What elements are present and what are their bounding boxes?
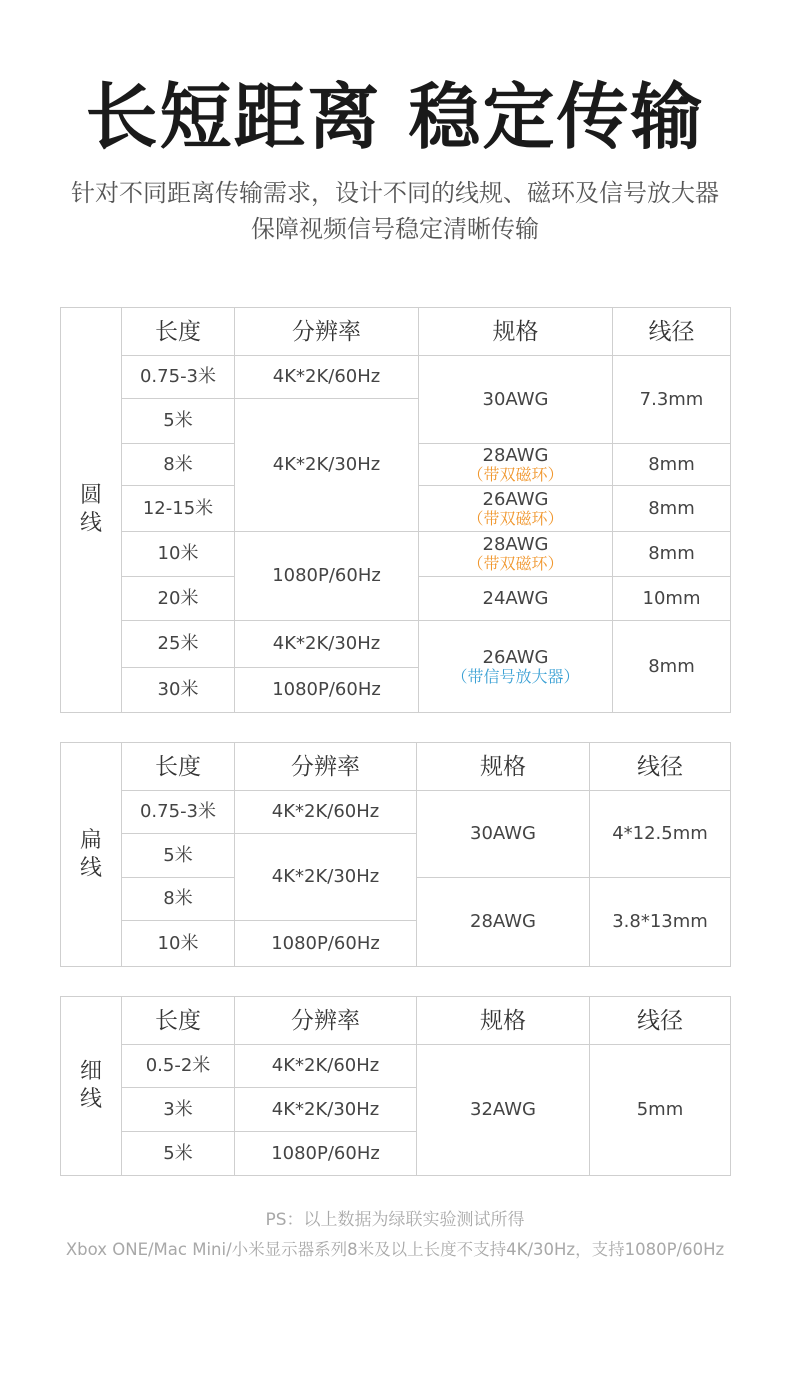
- diameter-cell: 3.8*13mm: [590, 878, 731, 967]
- header-length: 长度: [122, 308, 235, 356]
- spec-cell: 28AWG: [417, 878, 590, 967]
- length-cell: 25米: [122, 621, 235, 668]
- length-cell: 30米: [122, 668, 235, 713]
- header-length: 长度: [122, 743, 235, 791]
- length-cell: 10米: [122, 921, 235, 967]
- spec-cell: 30AWG: [417, 791, 590, 878]
- flat-cable-table: [60, 742, 731, 967]
- resolution-cell: 1080P/60Hz: [235, 532, 419, 621]
- resolution-cell: 4K*2K/60Hz: [235, 1045, 417, 1088]
- diameter-cell: 8mm: [613, 444, 731, 486]
- page-title: 长短距离 稳定传输: [85, 75, 705, 159]
- header-spec: 规格: [417, 997, 590, 1045]
- resolution-cell: 4K*2K/30Hz: [235, 621, 419, 668]
- subtitle-line-2: 保障视频信号稳定清晰传输: [251, 215, 539, 243]
- round-cable-table: [60, 307, 731, 713]
- length-cell: 10米: [122, 532, 235, 577]
- length-cell: 8米: [122, 878, 235, 921]
- header-diameter: 线径: [590, 743, 731, 791]
- category-flat-cable: 扁 线: [61, 743, 122, 967]
- category-round-cable: 圆 线: [61, 308, 122, 713]
- compatibility-note: Xbox ONE/Mac Mini/小米显示器系列8米及以上长度不支持4K/30Hz，支持1080P/60Hz: [65, 1240, 725, 1259]
- resolution-cell: 4K*2K/30Hz: [235, 834, 417, 921]
- resolution-cell: 1080P/60Hz: [235, 668, 419, 713]
- magnet-ring-note: （带双磁环）: [467, 464, 564, 484]
- spec-cell: 26AWG （带双磁环）: [419, 486, 613, 532]
- resolution-cell: 1080P/60Hz: [235, 1132, 417, 1176]
- diameter-cell: 5mm: [590, 1045, 731, 1176]
- spec-cell: 30AWG: [419, 356, 613, 444]
- header-diameter: 线径: [590, 997, 731, 1045]
- length-cell: 20米: [122, 577, 235, 621]
- diameter-cell: 8mm: [613, 621, 731, 713]
- magnet-ring-note: （带双磁环）: [467, 554, 564, 573]
- length-cell: 3米: [122, 1088, 235, 1132]
- signal-amplifier-note: （带信号放大器）: [451, 666, 580, 686]
- length-cell: 5米: [122, 1132, 235, 1176]
- spec-cell: 26AWG （带信号放大器）: [419, 621, 613, 713]
- header-spec: 规格: [419, 308, 613, 356]
- length-cell: 5米: [122, 399, 235, 444]
- diameter-cell: 8mm: [613, 532, 731, 577]
- length-cell: 5米: [122, 834, 235, 878]
- diameter-cell: 7.3mm: [613, 356, 731, 444]
- diameter-cell: 10mm: [613, 577, 731, 621]
- spec-cell: 28AWG （带双磁环）: [419, 444, 613, 486]
- length-cell: 0.5-2米: [122, 1045, 235, 1088]
- header-diameter: 线径: [613, 308, 731, 356]
- ps-note: PS：以上数据为绿联实验测试所得: [265, 1210, 525, 1230]
- diameter-cell: 4*12.5mm: [590, 791, 731, 878]
- spec-cell: 28AWG （带双磁环）: [419, 532, 613, 577]
- header-resolution: 分辨率: [235, 743, 417, 791]
- resolution-cell: 4K*2K/60Hz: [235, 356, 419, 399]
- header-resolution: 分辨率: [235, 308, 419, 356]
- diameter-cell: 8mm: [613, 486, 731, 532]
- header-resolution: 分辨率: [235, 997, 417, 1045]
- length-cell: 12-15米: [122, 486, 235, 532]
- resolution-cell: 4K*2K/30Hz: [235, 1088, 417, 1132]
- length-cell: 0.75-3米: [122, 791, 235, 834]
- magnet-ring-note: （带双磁环）: [467, 508, 564, 528]
- resolution-cell: 4K*2K/60Hz: [235, 791, 417, 834]
- resolution-cell: 1080P/60Hz: [235, 921, 417, 967]
- category-thin-cable: 细 线: [61, 997, 122, 1176]
- header-length: 长度: [122, 997, 235, 1045]
- length-cell: 8米: [122, 444, 235, 486]
- thin-cable-table: [60, 996, 731, 1176]
- length-cell: 0.75-3米: [122, 356, 235, 399]
- subtitle-line-1: 针对不同距离传输需求，设计不同的线规、磁环及信号放大器: [71, 179, 719, 207]
- spec-cell: 24AWG: [419, 577, 613, 621]
- spec-cell: 32AWG: [417, 1045, 590, 1176]
- header-spec: 规格: [417, 743, 590, 791]
- resolution-cell: 4K*2K/30Hz: [235, 399, 419, 532]
